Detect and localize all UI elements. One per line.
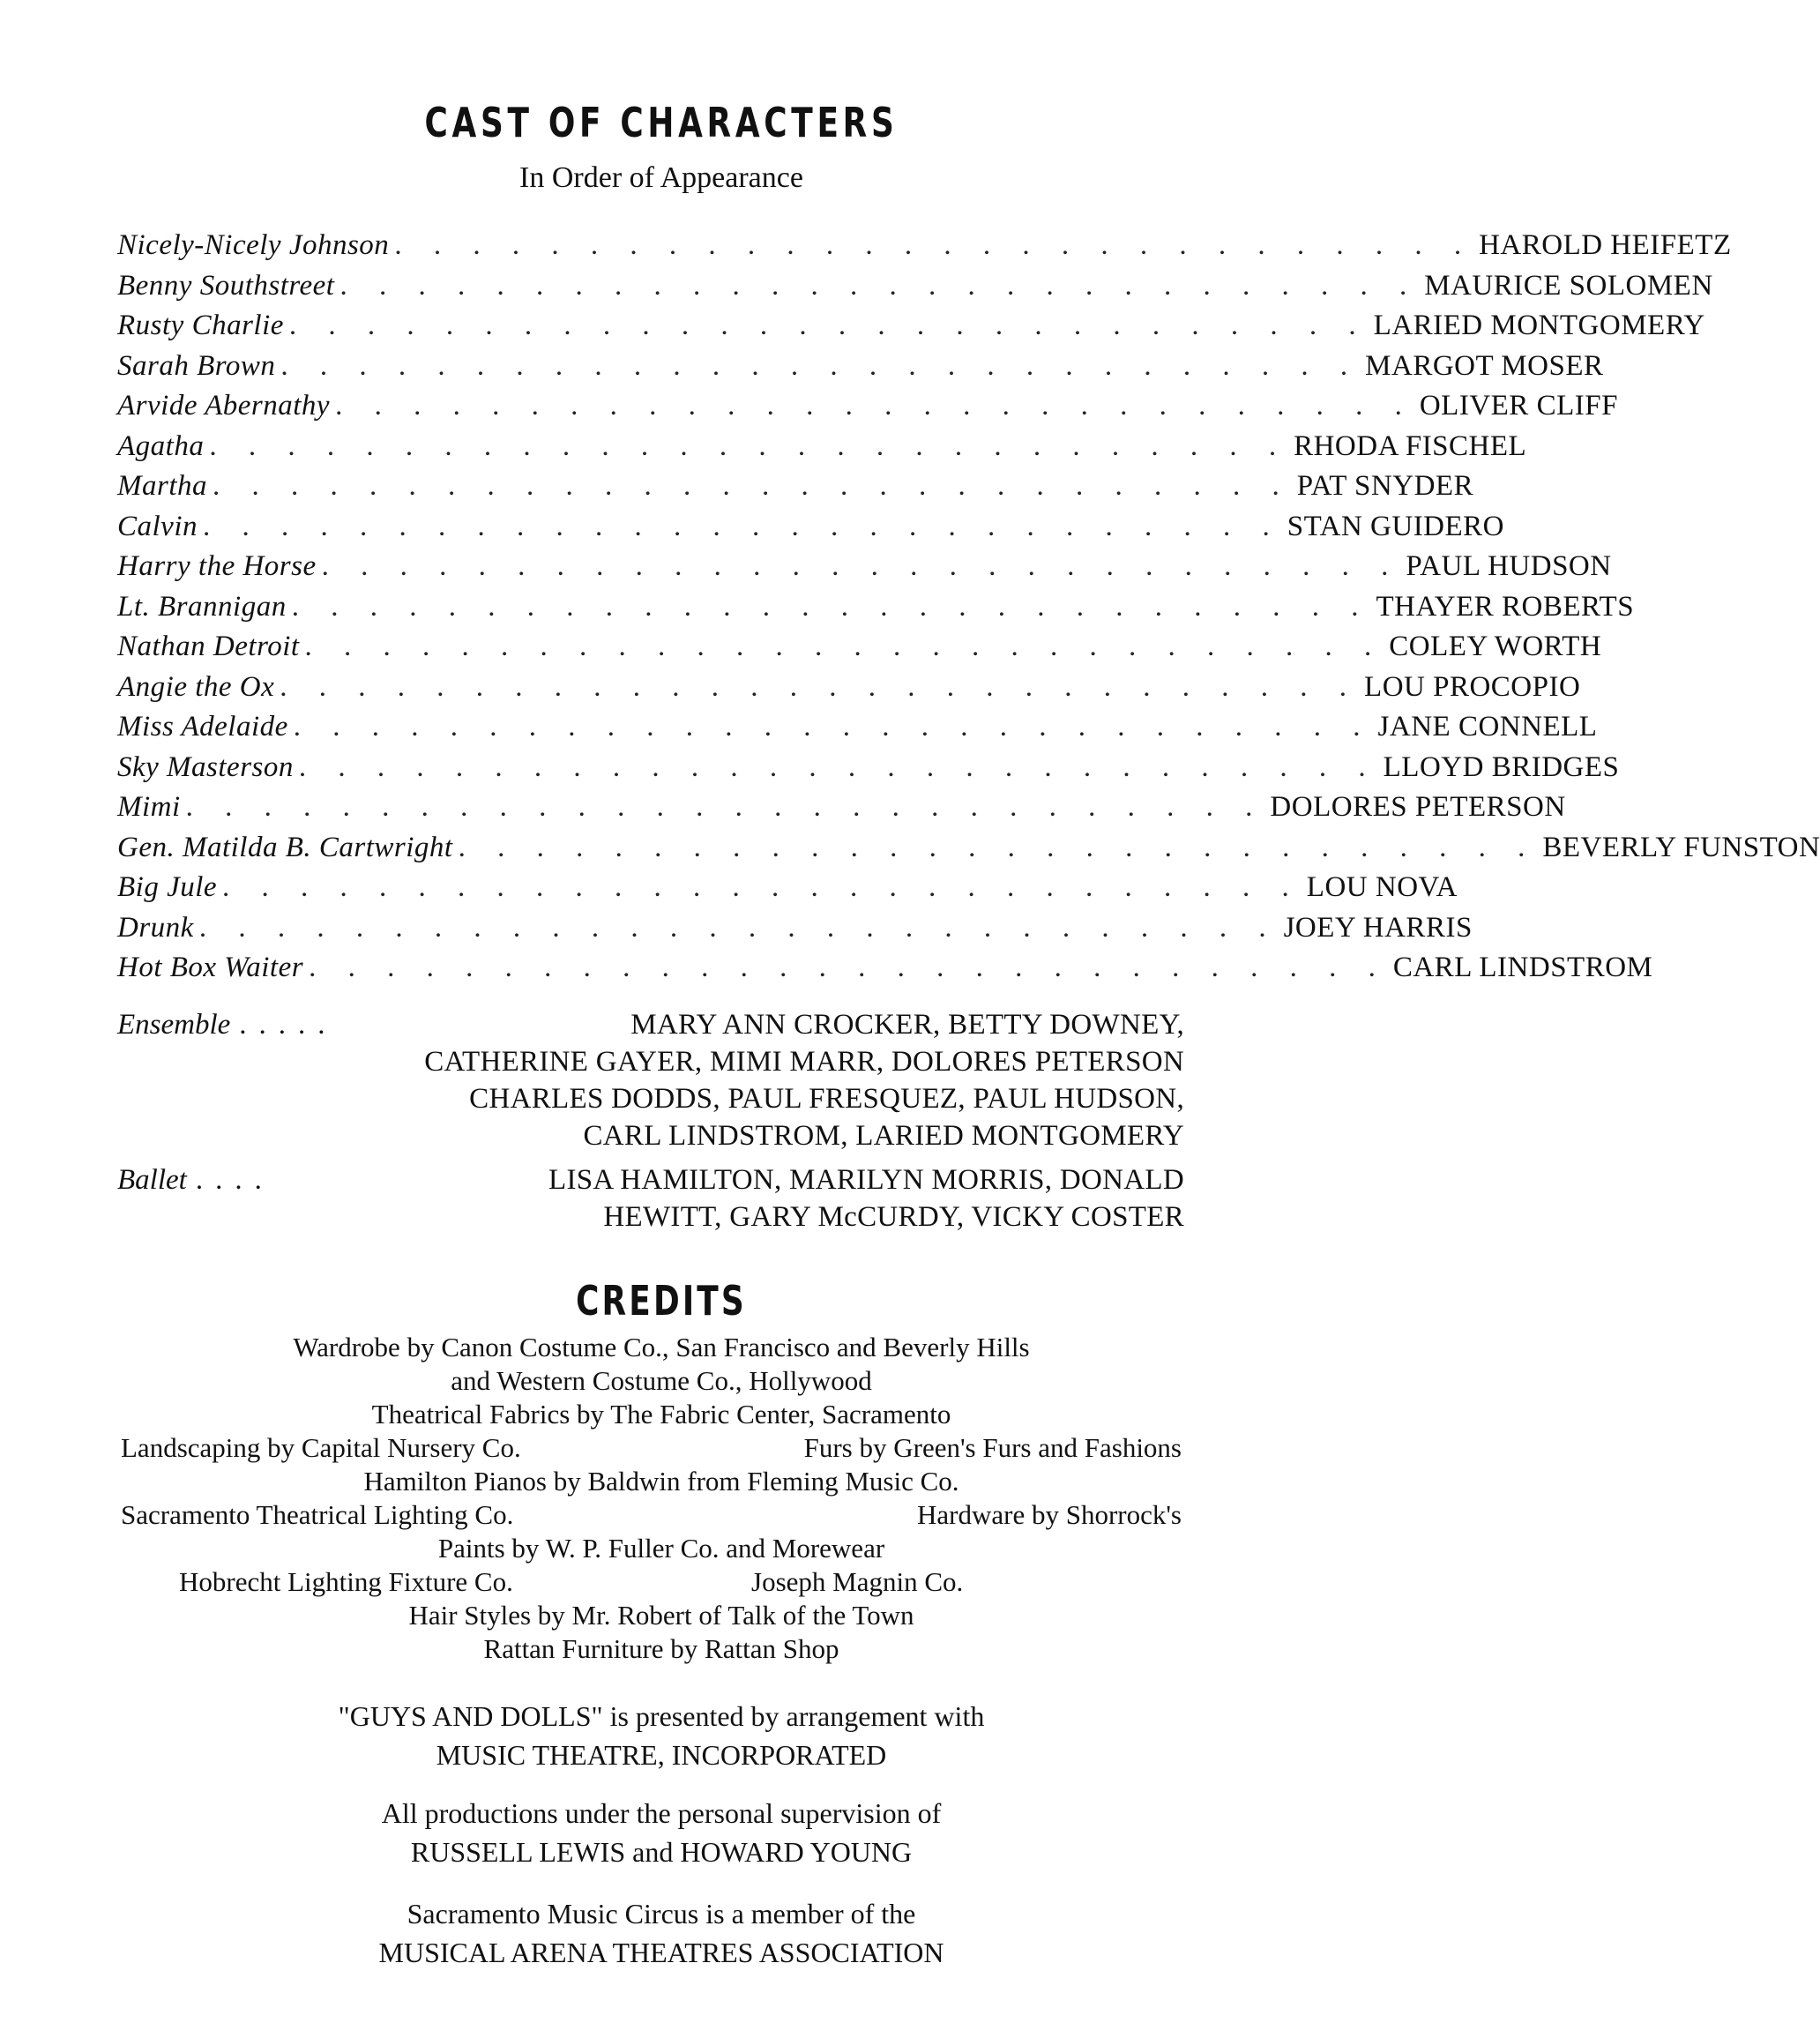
- cast-row: [117, 831, 1820, 872]
- character-name: Agatha: [117, 429, 205, 462]
- membership-note: MUSICAL ARENA THEATRES ASSOCIATION: [378, 1937, 944, 1968]
- supervision-note: All productions under the personal supervision of: [381, 1797, 942, 1829]
- character-name: Benny Southstreet: [117, 269, 335, 302]
- dot-leader: . . . . . . . . . . . . . . . . . . . . . . . . . . . .: [222, 871, 1302, 903]
- ensemble-leader: .....: [239, 1009, 338, 1041]
- dot-leader: . . . . . . . . . . . . . . . . . . . . . . . . . . . .: [304, 631, 1384, 662]
- dot-leader: . . . . . . . . . . . . . . . . . . . . . . . . . . . .: [335, 390, 1414, 422]
- cast-row: [117, 390, 1618, 430]
- ensemble-label-row: [117, 1009, 338, 1041]
- character-name: Sky Masterson: [117, 750, 294, 783]
- arrangement-note: "GUYS AND DOLLS" is presented by arrangement with: [338, 1700, 985, 1732]
- actor-name: LOU PROCOPIO: [1364, 670, 1581, 703]
- actor-name: LARIED MONTGOMERY: [1373, 310, 1705, 341]
- cast-heading: CAST OF CHARACTERS: [424, 99, 899, 146]
- cast-row: [117, 670, 1581, 712]
- ensemble-label: Ensemble: [117, 1009, 231, 1041]
- membership-note: Sacramento Music Circus is a member of the: [407, 1898, 916, 1930]
- actor-name: MARGOT MOSER: [1365, 349, 1604, 382]
- actor-name: DOLORES PETERSON: [1270, 791, 1566, 823]
- character-name: Calvin: [117, 510, 198, 542]
- actor-name: RHODA FISCHEL: [1294, 429, 1527, 462]
- actor-name: PAUL HUDSON: [1406, 550, 1612, 582]
- dot-leader: . . . . . . . . . . . . . . . . . . . . . . . . . . . .: [339, 269, 1420, 302]
- ballet-line: HEWITT, GARY McCURDY, VICKY COSTER: [603, 1201, 1184, 1233]
- credit-line: Wardrobe by Canon Costume Co., San Francisco and Beverly Hills: [293, 1332, 1030, 1362]
- ensemble-line: CATHERINE GAYER, MIMI MARR, DOLORES PETERSON: [424, 1046, 1184, 1078]
- character-name: Rusty Charlie: [117, 310, 284, 341]
- actor-name: STAN GUIDERO: [1287, 510, 1505, 542]
- character-name: Miss Adelaide: [117, 711, 288, 743]
- cast-row: [117, 550, 1612, 591]
- character-name: Angie the Ox: [117, 670, 275, 703]
- character-name: Nathan Detroit: [117, 631, 300, 662]
- character-name: Big Jule: [117, 871, 218, 903]
- actor-name: LOU NOVA: [1306, 871, 1458, 903]
- dot-leader: . . . . . . . . . . . . . . . . . . . . . . . . . . . .: [321, 550, 1401, 582]
- ensemble-line: MARY ANN CROCKER, BETTY DOWNEY,: [630, 1009, 1184, 1041]
- cast-row: [117, 590, 1635, 631]
- character-name: Hot Box Waiter: [117, 952, 304, 983]
- ensemble-line: CARL LINDSTROM, LARIED MONTGOMERY: [583, 1120, 1184, 1152]
- credit-line: Hobrecht Lighting Fixture Co.: [179, 1566, 513, 1597]
- arrangement-note: MUSIC THEATRE, INCORPORATED: [436, 1739, 887, 1771]
- actor-name: MAURICE SOLOMEN: [1424, 269, 1713, 302]
- cast-subheading: In Order of Appearance: [519, 161, 803, 194]
- dot-leader: . . . . . . . . . . . . . . . . . . . . . . . . . . . .: [394, 229, 1474, 261]
- dot-leader: . . . . . . . . . . . . . . . . . . . . . . . . . . . .: [288, 310, 1369, 341]
- cast-row: [117, 470, 1474, 511]
- cast-row: [117, 310, 1705, 350]
- dot-leader: . . . . . . . . . . . . . . . . . . . . . . . . . . . .: [280, 349, 1361, 382]
- cast-row: [117, 791, 1566, 832]
- actor-name: JANE CONNELL: [1377, 711, 1598, 743]
- cast-row: [117, 349, 1604, 391]
- cast-row: [117, 269, 1713, 310]
- dot-leader: . . . . . . . . . . . . . . . . . . . . . . . . . . . .: [280, 670, 1360, 703]
- actor-name: JOEY HARRIS: [1283, 911, 1473, 944]
- dot-leader: . . . . . . . . . . . . . . . . . . . . . . . . . . . .: [291, 590, 1371, 623]
- character-name: Gen. Matilda B. Cartwright: [117, 831, 453, 863]
- character-name: Nicely-Nicely Johnson: [117, 229, 390, 261]
- cast-row: [117, 429, 1527, 471]
- cast-row: [117, 510, 1505, 551]
- dot-leader: . . . . . . . . . . . . . . . . . . . . . . . . . . . .: [298, 750, 1378, 783]
- cast-row: [117, 871, 1458, 912]
- credit-line: Hair Styles by Mr. Robert of Talk of the Town: [408, 1600, 914, 1631]
- character-name: Drunk: [117, 911, 194, 944]
- actor-name: HAROLD HEIFETZ: [1479, 229, 1732, 261]
- credit-line: Hardware by Shorrock's: [917, 1499, 1182, 1530]
- cast-row: [117, 631, 1602, 671]
- actor-name: COLEY WORTH: [1389, 631, 1602, 662]
- actor-name: THAYER ROBERTS: [1376, 590, 1635, 623]
- ensemble-line: CHARLES DODDS, PAUL FRESQUEZ, PAUL HUDSON,: [469, 1083, 1184, 1115]
- credit-line: Sacramento Theatrical Lighting Co.: [121, 1499, 514, 1530]
- dot-leader: . . . . . . . . . . . . . . . . . . . . . . . . . . . .: [293, 711, 1373, 743]
- ballet-label: Ballet: [117, 1164, 187, 1196]
- cast-row: [117, 911, 1473, 952]
- ballet-line: LISA HAMILTON, MARILYN MORRIS, DONALD: [548, 1164, 1184, 1196]
- dot-leader: . . . . . . . . . . . . . . . . . . . . . . . . . . . .: [198, 911, 1279, 944]
- credit-line: Rattan Furniture by Rattan Shop: [483, 1633, 839, 1664]
- cast-row: [117, 750, 1620, 792]
- dot-leader: . . . . . . . . . . . . . . . . . . . . . . . . . . . .: [203, 510, 1282, 542]
- credit-line: Theatrical Fabrics by The Fabric Center, Sacramento: [371, 1399, 951, 1430]
- actor-name: CARL LINDSTROM: [1392, 952, 1653, 983]
- character-name: Harry the Horse: [117, 550, 317, 582]
- dot-leader: . . . . . . . . . . . . . . . . . . . . . . . . . . . .: [309, 952, 1388, 983]
- actor-name: OLIVER CLIFF: [1419, 390, 1618, 422]
- credit-line: Landscaping by Capital Nursery Co.: [121, 1432, 521, 1463]
- dot-leader: . . . . . . . . . . . . . . . . . . . . . . . . . . . .: [185, 791, 1265, 823]
- dot-leader: . . . . . . . . . . . . . . . . . . . . . . . . . . . .: [458, 831, 1538, 863]
- cast-row: [117, 229, 1732, 270]
- ballet-label-row: [117, 1164, 274, 1197]
- character-name: Mimi: [117, 791, 181, 823]
- credit-line: Hamilton Pianos by Baldwin from Fleming Music Co.: [363, 1466, 959, 1497]
- credits-heading: CREDITS: [576, 1277, 747, 1325]
- dot-leader: . . . . . . . . . . . . . . . . . . . . . . . . . . . .: [213, 470, 1292, 502]
- credit-line: Paints by W. P. Fuller Co. and Morewear: [437, 1533, 885, 1564]
- credit-line: Joseph Magnin Co.: [751, 1566, 964, 1597]
- actor-name: PAT SNYDER: [1296, 470, 1474, 502]
- cast-row: [117, 711, 1598, 751]
- character-name: Lt. Brannigan: [117, 590, 287, 623]
- credit-line: Furs by Green's Furs and Fashions: [803, 1432, 1182, 1463]
- character-name: Arvide Abernathy: [117, 390, 331, 422]
- supervision-note: RUSSELL LEWIS and HOWARD YOUNG: [410, 1836, 913, 1868]
- cast-row: [117, 952, 1653, 992]
- character-name: Sarah Brown: [117, 349, 276, 382]
- credit-line: and Western Costume Co., Hollywood: [451, 1365, 872, 1396]
- dot-leader: . . . . . . . . . . . . . . . . . . . . . . . . . . . .: [209, 429, 1289, 462]
- ballet-leader: ....: [195, 1164, 274, 1196]
- actor-name: LLOYD BRIDGES: [1383, 750, 1620, 783]
- actor-name: BEVERLY FUNSTON: [1542, 831, 1820, 863]
- character-name: Martha: [117, 470, 207, 502]
